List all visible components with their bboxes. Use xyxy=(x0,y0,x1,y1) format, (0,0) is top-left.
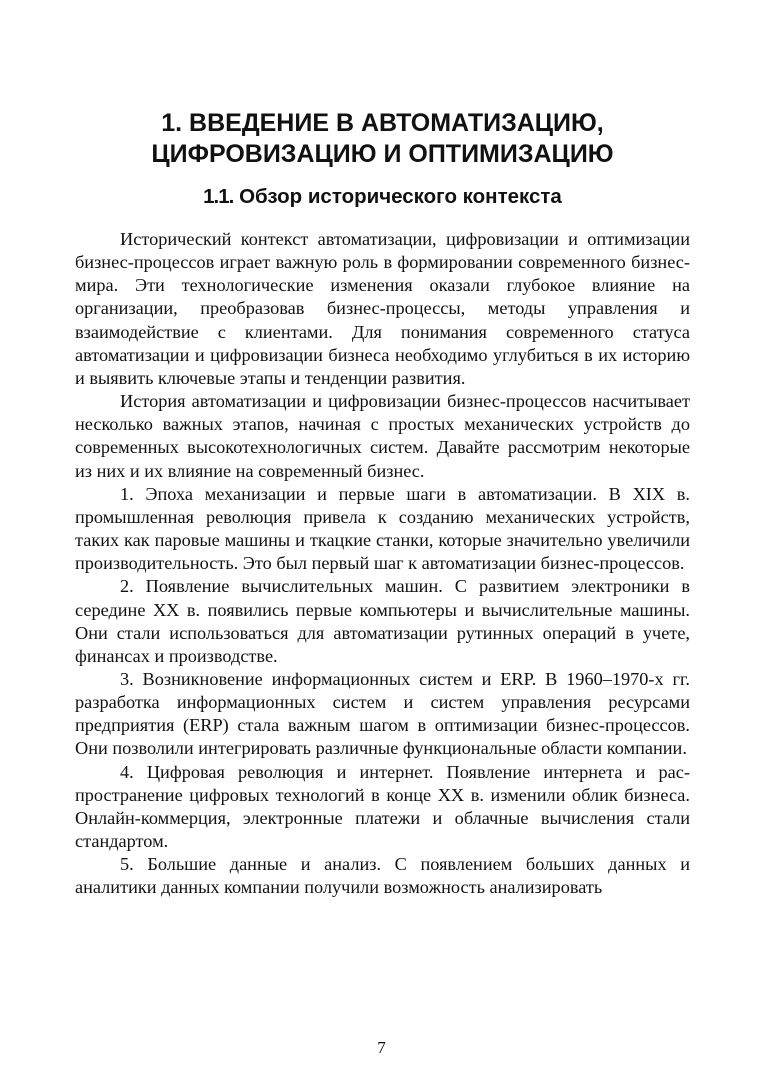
paragraph: 3. Возникновение информационных систем и ERP. В 1960–1970-х гг. разработка информационных систем и систем управления ресурсами предприятия (ERP) стала важным шагом в оптимизации бизнес-процессов. Они позволили интегрировать различные функциональные области компании. xyxy=(75,668,690,759)
paragraph: 5. Большие данные и анализ. С появлением больших данных и аналитики данных компании получили возможность анализировать xyxy=(75,854,690,898)
document-page xyxy=(75,0,690,1079)
paragraph: 1. Эпоха механизации и первые шаги в автоматизации. В XIX в. промышленная революция привела к созданию механических устройств, таких как паровые машины и ткацкие станки, которые значительно увеличили производительность. Это был первый шаг к автоматизации бизнес-процессов. xyxy=(75,483,690,574)
section-title xyxy=(75,184,690,210)
paragraph: 4. Цифровая революция и интернет. Появление интернета и распространение цифровых технологий в конце XX в. изменили облик бизнеса. Онлайн-коммерция, электронные платежи и облачные вычисления стали стандартом. xyxy=(75,761,690,852)
chapter-title-line-1: 1. ВВЕДЕНИЕ В АВТОМАТИЗАЦИЮ, xyxy=(161,109,604,137)
paragraph: 2. Появление вычислительных машин. С развитием электроники в середине XX в. появились первые компьютеры и вычислительные машины. Они стали использоваться для автоматизации рутинных операций в учете, финансах и производстве. xyxy=(75,576,690,666)
section-title-text: Обзор исторического контекста xyxy=(239,185,562,208)
body-text xyxy=(75,228,690,900)
page-number: 7 xyxy=(377,1038,386,1057)
section-number: 1.1. xyxy=(203,185,234,208)
chapter-title xyxy=(75,108,690,170)
paragraph: История автоматизации и цифровизации бизнес-процессов насчитывает несколько важных этапов, начиная с простых механических устройств до современных высокотехнологичных систем. Давайте рассмотрим некоторые из них и их влияние на современный бизнес. xyxy=(75,391,690,481)
paragraph: Исторический контекст автоматизации, цифровизации и оптимизации бизнес-процессов играет важную роль в формировании современного бизнес-мира. Эти технологические изменения оказали глубокое влияние на организации, преобразовав бизнес-процессы, методы управления и взаимодействие с клиентами. Для понимания современного статуса автоматизации и цифровизации бизнеса необходимо углубиться в их историю и выявить ключевые этапы и тенденции развития. xyxy=(75,229,690,388)
chapter-title-line-2: ЦИФРОВИЗАЦИЮ И ОПТИМИЗАЦИЮ xyxy=(151,140,614,168)
